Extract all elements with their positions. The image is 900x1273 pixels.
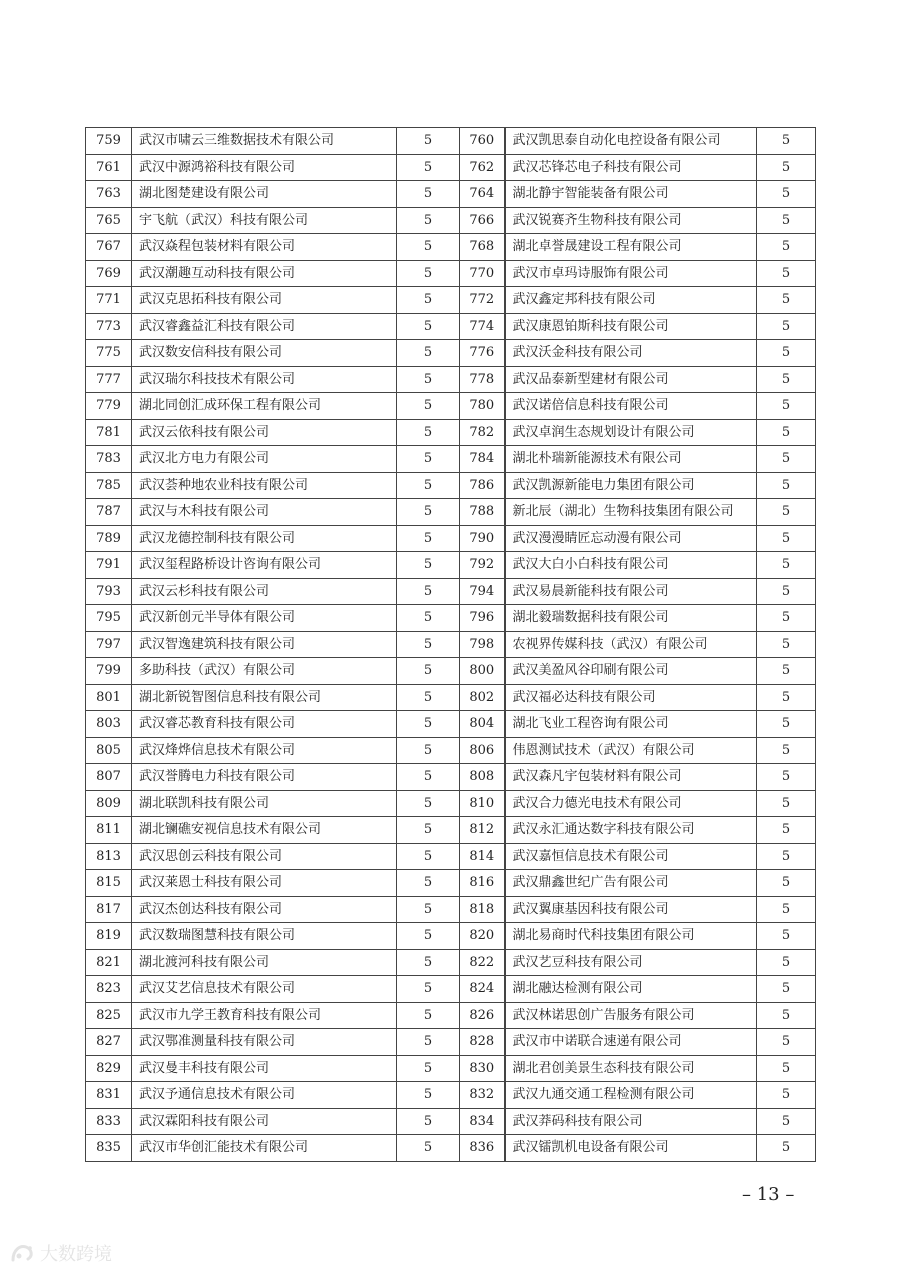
table-row <box>86 711 816 738</box>
left-serial-number-cell: 787 <box>86 499 132 526</box>
table-row <box>86 658 816 685</box>
table-row <box>86 1082 816 1109</box>
right-serial-number-cell: 804 <box>460 711 505 738</box>
left-company-name-cell: 湖北图楚建设有限公司 <box>132 181 397 208</box>
table-row <box>86 737 816 764</box>
left-company-name-cell: 武汉烽烨信息技术有限公司 <box>132 737 397 764</box>
right-serial-number-cell: 812 <box>460 817 505 844</box>
left-serial-number-cell: 805 <box>86 737 132 764</box>
right-score-cell: 5 <box>757 1029 816 1056</box>
left-company-name-cell: 多助科技（武汉）有限公司 <box>132 658 397 685</box>
right-serial-number-cell: 830 <box>460 1055 505 1082</box>
left-company-name-cell: 武汉莱恩士科技有限公司 <box>132 870 397 897</box>
left-company-name-cell: 武汉焱程包装材料有限公司 <box>132 234 397 261</box>
right-score-cell: 5 <box>757 923 816 950</box>
right-company-name-cell: 武汉永汇通达数字科技有限公司 <box>505 817 757 844</box>
left-score-cell: 5 <box>397 1029 460 1056</box>
left-score-cell: 5 <box>397 1055 460 1082</box>
left-score-cell: 5 <box>397 499 460 526</box>
right-company-name-cell: 湖北毅瑞数据科技有限公司 <box>505 605 757 632</box>
left-score-cell: 5 <box>397 711 460 738</box>
right-company-name-cell: 湖北融达检测有限公司 <box>505 976 757 1003</box>
left-serial-number-cell: 817 <box>86 896 132 923</box>
left-serial-number-cell: 763 <box>86 181 132 208</box>
right-score-cell: 5 <box>757 684 816 711</box>
left-company-name-cell: 武汉霖阳科技有限公司 <box>132 1108 397 1135</box>
right-score-cell: 5 <box>757 340 816 367</box>
left-score-cell: 5 <box>397 313 460 340</box>
left-score-cell: 5 <box>397 234 460 261</box>
right-company-name-cell: 武汉品泰新型建材有限公司 <box>505 366 757 393</box>
left-serial-number-cell: 819 <box>86 923 132 950</box>
right-serial-number-cell: 792 <box>460 552 505 579</box>
left-score-cell: 5 <box>397 181 460 208</box>
left-serial-number-cell: 833 <box>86 1108 132 1135</box>
left-serial-number-cell: 771 <box>86 287 132 314</box>
table-row <box>86 260 816 287</box>
right-serial-number-cell: 826 <box>460 1002 505 1029</box>
left-serial-number-cell: 765 <box>86 207 132 234</box>
right-company-name-cell: 武汉福必达科技有限公司 <box>505 684 757 711</box>
right-serial-number-cell: 762 <box>460 154 505 181</box>
left-score-cell: 5 <box>397 154 460 181</box>
right-score-cell: 5 <box>757 207 816 234</box>
table-row <box>86 843 816 870</box>
right-score-cell: 5 <box>757 843 816 870</box>
right-company-name-cell: 武汉嘉恒信息技术有限公司 <box>505 843 757 870</box>
right-score-cell: 5 <box>757 154 816 181</box>
left-serial-number-cell: 769 <box>86 260 132 287</box>
left-serial-number-cell: 795 <box>86 605 132 632</box>
left-score-cell: 5 <box>397 340 460 367</box>
left-company-name-cell: 武汉瑞尔科技技术有限公司 <box>132 366 397 393</box>
left-company-name-cell: 武汉智逸建筑科技有限公司 <box>132 631 397 658</box>
table-row <box>86 949 816 976</box>
left-score-cell: 5 <box>397 870 460 897</box>
left-company-name-cell: 武汉新创元半导体有限公司 <box>132 605 397 632</box>
right-score-cell: 5 <box>757 1002 816 1029</box>
left-company-name-cell: 武汉中源鸿裕科技有限公司 <box>132 154 397 181</box>
table-row <box>86 684 816 711</box>
right-serial-number-cell: 798 <box>460 631 505 658</box>
right-company-name-cell: 武汉合力德光电技术有限公司 <box>505 790 757 817</box>
right-score-cell: 5 <box>757 605 816 632</box>
right-company-name-cell: 武汉沃金科技有限公司 <box>505 340 757 367</box>
left-serial-number-cell: 835 <box>86 1135 132 1162</box>
watermark <box>10 1240 112 1266</box>
left-company-name-cell: 武汉思创云科技有限公司 <box>132 843 397 870</box>
left-company-name-cell: 武汉市华创汇能技术有限公司 <box>132 1135 397 1162</box>
left-serial-number-cell: 785 <box>86 472 132 499</box>
left-company-name-cell: 武汉数瑞图慧科技有限公司 <box>132 923 397 950</box>
left-score-cell: 5 <box>397 128 460 155</box>
right-score-cell: 5 <box>757 393 816 420</box>
right-score-cell: 5 <box>757 817 816 844</box>
right-serial-number-cell: 760 <box>460 128 505 155</box>
table-row <box>86 923 816 950</box>
right-serial-number-cell: 814 <box>460 843 505 870</box>
right-score-cell: 5 <box>757 419 816 446</box>
left-company-name-cell: 湖北新锐智图信息科技有限公司 <box>132 684 397 711</box>
table-row <box>86 605 816 632</box>
left-serial-number-cell: 789 <box>86 525 132 552</box>
table-row <box>86 1135 816 1162</box>
right-score-cell: 5 <box>757 287 816 314</box>
right-score-cell: 5 <box>757 525 816 552</box>
left-serial-number-cell: 779 <box>86 393 132 420</box>
right-serial-number-cell: 820 <box>460 923 505 950</box>
right-serial-number-cell: 816 <box>460 870 505 897</box>
right-score-cell: 5 <box>757 181 816 208</box>
right-serial-number-cell: 778 <box>460 366 505 393</box>
left-company-name-cell: 武汉睿芯教育科技有限公司 <box>132 711 397 738</box>
right-score-cell: 5 <box>757 949 816 976</box>
right-score-cell: 5 <box>757 976 816 1003</box>
left-serial-number-cell: 793 <box>86 578 132 605</box>
left-serial-number-cell: 777 <box>86 366 132 393</box>
table-row <box>86 976 816 1003</box>
right-score-cell: 5 <box>757 631 816 658</box>
left-company-name-cell: 武汉鄂准测量科技有限公司 <box>132 1029 397 1056</box>
table-row <box>86 525 816 552</box>
left-score-cell: 5 <box>397 764 460 791</box>
brand-logo-icon <box>10 1242 36 1264</box>
left-serial-number-cell: 759 <box>86 128 132 155</box>
right-score-cell: 5 <box>757 658 816 685</box>
right-serial-number-cell: 772 <box>460 287 505 314</box>
left-score-cell: 5 <box>397 923 460 950</box>
left-score-cell: 5 <box>397 949 460 976</box>
left-score-cell: 5 <box>397 1135 460 1162</box>
right-serial-number-cell: 832 <box>460 1082 505 1109</box>
left-score-cell: 5 <box>397 366 460 393</box>
right-score-cell: 5 <box>757 260 816 287</box>
left-serial-number-cell: 811 <box>86 817 132 844</box>
left-serial-number-cell: 761 <box>86 154 132 181</box>
right-company-name-cell: 武汉康恩铂斯科技有限公司 <box>505 313 757 340</box>
right-serial-number-cell: 800 <box>460 658 505 685</box>
right-score-cell: 5 <box>757 313 816 340</box>
left-company-name-cell: 武汉市啸云三维数据技术有限公司 <box>132 128 397 155</box>
left-company-name-cell: 武汉曼丰科技有限公司 <box>132 1055 397 1082</box>
left-serial-number-cell: 807 <box>86 764 132 791</box>
left-score-cell: 5 <box>397 446 460 473</box>
right-company-name-cell: 武汉林诺思创广告服务有限公司 <box>505 1002 757 1029</box>
left-score-cell: 5 <box>397 472 460 499</box>
right-company-name-cell: 农视界传媒科技（武汉）有限公司 <box>505 631 757 658</box>
right-serial-number-cell: 836 <box>460 1135 505 1162</box>
table-row <box>86 287 816 314</box>
left-serial-number-cell: 773 <box>86 313 132 340</box>
table-row <box>86 313 816 340</box>
right-score-cell: 5 <box>757 764 816 791</box>
right-company-name-cell: 武汉卓润生态规划设计有限公司 <box>505 419 757 446</box>
right-score-cell: 5 <box>757 737 816 764</box>
right-score-cell: 5 <box>757 446 816 473</box>
right-company-name-cell: 武汉漫漫睛匠忘动漫有限公司 <box>505 525 757 552</box>
left-company-name-cell: 武汉北方电力有限公司 <box>132 446 397 473</box>
left-score-cell: 5 <box>397 843 460 870</box>
right-company-name-cell: 武汉莽码科技有限公司 <box>505 1108 757 1135</box>
left-company-name-cell: 武汉玺程路桥设计咨询有限公司 <box>132 552 397 579</box>
left-company-name-cell: 武汉与木科技有限公司 <box>132 499 397 526</box>
watermark-text: 大数跨境 <box>40 1244 112 1265</box>
right-company-name-cell: 武汉九通交通工程检测有限公司 <box>505 1082 757 1109</box>
table-row <box>86 896 816 923</box>
right-serial-number-cell: 810 <box>460 790 505 817</box>
left-score-cell: 5 <box>397 419 460 446</box>
right-company-name-cell: 新北辰（湖北）生物科技集团有限公司 <box>505 499 757 526</box>
right-company-name-cell: 湖北易商时代科技集团有限公司 <box>505 923 757 950</box>
right-score-cell: 5 <box>757 472 816 499</box>
table-row <box>86 128 816 155</box>
left-serial-number-cell: 809 <box>86 790 132 817</box>
left-score-cell: 5 <box>397 658 460 685</box>
right-score-cell: 5 <box>757 499 816 526</box>
table-row <box>86 790 816 817</box>
right-serial-number-cell: 788 <box>460 499 505 526</box>
right-serial-number-cell: 780 <box>460 393 505 420</box>
right-serial-number-cell: 766 <box>460 207 505 234</box>
left-serial-number-cell: 791 <box>86 552 132 579</box>
left-serial-number-cell: 827 <box>86 1029 132 1056</box>
left-score-cell: 5 <box>397 737 460 764</box>
left-score-cell: 5 <box>397 207 460 234</box>
left-serial-number-cell: 797 <box>86 631 132 658</box>
right-company-name-cell: 武汉森凡宇包装材料有限公司 <box>505 764 757 791</box>
left-serial-number-cell: 823 <box>86 976 132 1003</box>
left-company-name-cell: 武汉云依科技有限公司 <box>132 419 397 446</box>
table-row <box>86 207 816 234</box>
left-score-cell: 5 <box>397 631 460 658</box>
right-serial-number-cell: 796 <box>460 605 505 632</box>
left-score-cell: 5 <box>397 817 460 844</box>
right-score-cell: 5 <box>757 578 816 605</box>
right-serial-number-cell: 818 <box>460 896 505 923</box>
right-company-name-cell: 武汉翼康基因科技有限公司 <box>505 896 757 923</box>
right-company-name-cell: 武汉鑫定邦科技有限公司 <box>505 287 757 314</box>
right-company-name-cell: 武汉易晨新能科技有限公司 <box>505 578 757 605</box>
right-serial-number-cell: 790 <box>460 525 505 552</box>
right-score-cell: 5 <box>757 1135 816 1162</box>
left-company-name-cell: 武汉云杉科技有限公司 <box>132 578 397 605</box>
left-score-cell: 5 <box>397 260 460 287</box>
right-company-name-cell: 武汉艺豆科技有限公司 <box>505 949 757 976</box>
left-company-name-cell: 武汉市九学王教育科技有限公司 <box>132 1002 397 1029</box>
right-serial-number-cell: 828 <box>460 1029 505 1056</box>
left-serial-number-cell: 801 <box>86 684 132 711</box>
page-number: – 13 – <box>742 1184 795 1205</box>
left-company-name-cell: 武汉予通信息技术有限公司 <box>132 1082 397 1109</box>
right-serial-number-cell: 784 <box>460 446 505 473</box>
left-company-name-cell: 武汉艾艺信息技术有限公司 <box>132 976 397 1003</box>
left-serial-number-cell: 829 <box>86 1055 132 1082</box>
left-score-cell: 5 <box>397 896 460 923</box>
right-company-name-cell: 伟恩测试技术（武汉）有限公司 <box>505 737 757 764</box>
right-company-name-cell: 武汉锐赛齐生物科技有限公司 <box>505 207 757 234</box>
left-company-name-cell: 湖北同创汇成环保工程有限公司 <box>132 393 397 420</box>
table-row <box>86 764 816 791</box>
left-serial-number-cell: 767 <box>86 234 132 261</box>
right-serial-number-cell: 764 <box>460 181 505 208</box>
left-score-cell: 5 <box>397 976 460 1003</box>
right-serial-number-cell: 782 <box>460 419 505 446</box>
table-row <box>86 234 816 261</box>
right-score-cell: 5 <box>757 1082 816 1109</box>
right-score-cell: 5 <box>757 366 816 393</box>
right-score-cell: 5 <box>757 1055 816 1082</box>
table-row <box>86 552 816 579</box>
left-score-cell: 5 <box>397 287 460 314</box>
left-score-cell: 5 <box>397 1108 460 1135</box>
right-company-name-cell: 武汉大白小白科技有限公司 <box>505 552 757 579</box>
right-serial-number-cell: 794 <box>460 578 505 605</box>
left-company-name-cell: 武汉誉腾电力科技有限公司 <box>132 764 397 791</box>
left-serial-number-cell: 781 <box>86 419 132 446</box>
right-serial-number-cell: 768 <box>460 234 505 261</box>
left-serial-number-cell: 803 <box>86 711 132 738</box>
left-company-name-cell: 湖北镧礁安视信息技术有限公司 <box>132 817 397 844</box>
right-company-name-cell: 湖北朴瑞新能源技术有限公司 <box>505 446 757 473</box>
left-company-name-cell: 湖北联凯科技有限公司 <box>132 790 397 817</box>
right-serial-number-cell: 822 <box>460 949 505 976</box>
left-serial-number-cell: 775 <box>86 340 132 367</box>
left-score-cell: 5 <box>397 790 460 817</box>
right-company-name-cell: 武汉市中诺联合速递有限公司 <box>505 1029 757 1056</box>
right-company-name-cell: 武汉镭凯机电设备有限公司 <box>505 1135 757 1162</box>
table-row <box>86 366 816 393</box>
left-score-cell: 5 <box>397 525 460 552</box>
left-company-name-cell: 武汉睿鑫益汇科技有限公司 <box>132 313 397 340</box>
table-row <box>86 419 816 446</box>
right-company-name-cell: 武汉市卓玛诗服饰有限公司 <box>505 260 757 287</box>
left-serial-number-cell: 831 <box>86 1082 132 1109</box>
right-serial-number-cell: 808 <box>460 764 505 791</box>
table-row <box>86 340 816 367</box>
right-company-name-cell: 武汉芯锋芯电子科技有限公司 <box>505 154 757 181</box>
right-company-name-cell: 湖北卓誉晟建设工程有限公司 <box>505 234 757 261</box>
right-score-cell: 5 <box>757 790 816 817</box>
left-serial-number-cell: 825 <box>86 1002 132 1029</box>
company-list-table <box>85 127 816 1162</box>
right-company-name-cell: 湖北静宇智能装备有限公司 <box>505 181 757 208</box>
table-row <box>86 1108 816 1135</box>
left-company-name-cell: 武汉龙德控制科技有限公司 <box>132 525 397 552</box>
left-company-name-cell: 武汉数安信科技有限公司 <box>132 340 397 367</box>
left-company-name-cell: 武汉荟种地农业科技有限公司 <box>132 472 397 499</box>
table-row <box>86 631 816 658</box>
left-serial-number-cell: 815 <box>86 870 132 897</box>
table-row <box>86 870 816 897</box>
right-company-name-cell: 湖北君创美景生态科技有限公司 <box>505 1055 757 1082</box>
table-row <box>86 578 816 605</box>
table-row <box>86 181 816 208</box>
table-row <box>86 499 816 526</box>
right-serial-number-cell: 834 <box>460 1108 505 1135</box>
right-company-name-cell: 武汉诺倍信息科技有限公司 <box>505 393 757 420</box>
table-row <box>86 472 816 499</box>
table-row <box>86 1029 816 1056</box>
left-score-cell: 5 <box>397 1002 460 1029</box>
right-score-cell: 5 <box>757 711 816 738</box>
right-serial-number-cell: 802 <box>460 684 505 711</box>
right-serial-number-cell: 806 <box>460 737 505 764</box>
table-row <box>86 154 816 181</box>
right-company-name-cell: 武汉鼎鑫世纪广告有限公司 <box>505 870 757 897</box>
left-company-name-cell: 湖北渡河科技有限公司 <box>132 949 397 976</box>
right-company-name-cell: 武汉凯思泰自动化电控设备有限公司 <box>505 128 757 155</box>
right-score-cell: 5 <box>757 552 816 579</box>
right-score-cell: 5 <box>757 128 816 155</box>
table-row <box>86 817 816 844</box>
left-score-cell: 5 <box>397 552 460 579</box>
left-serial-number-cell: 813 <box>86 843 132 870</box>
left-serial-number-cell: 821 <box>86 949 132 976</box>
left-company-name-cell: 宇飞航（武汉）科技有限公司 <box>132 207 397 234</box>
left-company-name-cell: 武汉克思拓科技有限公司 <box>132 287 397 314</box>
right-score-cell: 5 <box>757 234 816 261</box>
table-row <box>86 1002 816 1029</box>
left-score-cell: 5 <box>397 578 460 605</box>
left-company-name-cell: 武汉杰创达科技有限公司 <box>132 896 397 923</box>
left-score-cell: 5 <box>397 1082 460 1109</box>
left-serial-number-cell: 799 <box>86 658 132 685</box>
table-body <box>86 128 816 1162</box>
right-serial-number-cell: 824 <box>460 976 505 1003</box>
left-serial-number-cell: 783 <box>86 446 132 473</box>
right-score-cell: 5 <box>757 1108 816 1135</box>
right-company-name-cell: 湖北飞业工程咨询有限公司 <box>505 711 757 738</box>
left-company-name-cell: 武汉潮趣互动科技有限公司 <box>132 260 397 287</box>
table-row <box>86 393 816 420</box>
right-company-name-cell: 武汉凯源新能电力集团有限公司 <box>505 472 757 499</box>
left-score-cell: 5 <box>397 605 460 632</box>
table-row <box>86 446 816 473</box>
right-serial-number-cell: 786 <box>460 472 505 499</box>
right-serial-number-cell: 770 <box>460 260 505 287</box>
left-score-cell: 5 <box>397 684 460 711</box>
right-serial-number-cell: 774 <box>460 313 505 340</box>
right-company-name-cell: 武汉美盈风谷印刷有限公司 <box>505 658 757 685</box>
right-score-cell: 5 <box>757 870 816 897</box>
left-score-cell: 5 <box>397 393 460 420</box>
table-row <box>86 1055 816 1082</box>
right-serial-number-cell: 776 <box>460 340 505 367</box>
right-score-cell: 5 <box>757 896 816 923</box>
